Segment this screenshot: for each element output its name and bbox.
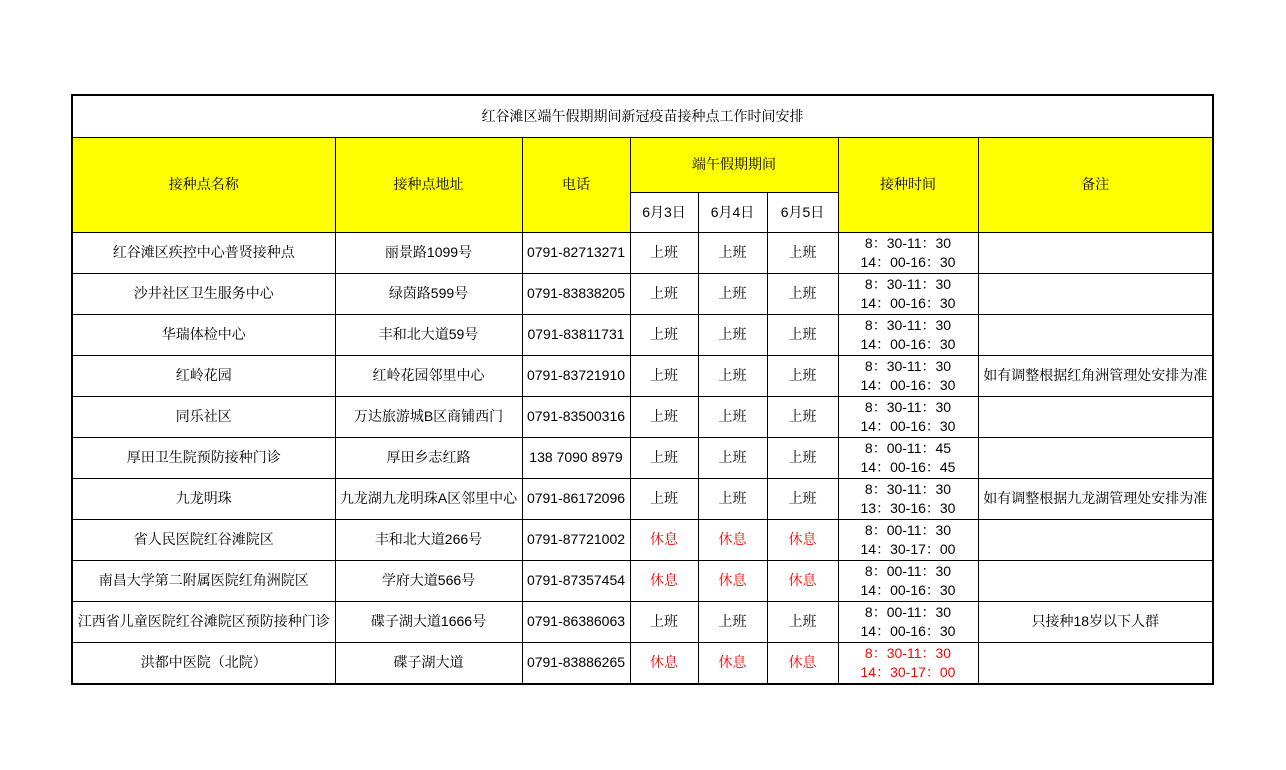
table-title: 红谷滩区端午假期期间新冠疫苗接种点工作时间安排	[72, 95, 1213, 137]
phone-cell: 0791-83721910	[522, 355, 630, 396]
table-row	[72, 314, 1213, 355]
site-name-cell: 江西省儿童医院红谷滩院区预防接种门诊	[72, 601, 335, 642]
status-cell-jun3: 上班	[630, 437, 698, 478]
time-afternoon: 14：00-16：30	[860, 417, 956, 434]
status-cell-jun3: 休息	[630, 560, 698, 601]
phone-cell: 0791-83500316	[522, 396, 630, 437]
time-afternoon: 14：00-16：30	[860, 581, 956, 598]
status-cell-jun4: 上班	[698, 601, 767, 642]
vaccination-time-cell	[838, 396, 978, 437]
remark-cell	[978, 396, 1213, 437]
vaccination-time-cell	[838, 232, 978, 273]
time-morning: 8：00-11：30	[864, 603, 952, 620]
phone-cell: 0791-83838205	[522, 273, 630, 314]
address-cell: 厚田乡志红路	[335, 437, 522, 478]
phone-cell: 0791-87721002	[522, 519, 630, 560]
status-cell-jun3: 上班	[630, 273, 698, 314]
vaccination-time-cell	[838, 560, 978, 601]
site-name-cell: 厚田卫生院预防接种门诊	[72, 437, 335, 478]
remark-cell: 只接种18岁以下人群	[978, 601, 1213, 642]
col-header-site-name: 接种点名称	[72, 137, 335, 232]
status-cell-jun3: 上班	[630, 396, 698, 437]
time-afternoon: 14：30-17：00	[860, 540, 956, 557]
remark-cell	[978, 560, 1213, 601]
status-cell-jun4: 休息	[698, 560, 767, 601]
table-row	[72, 601, 1213, 642]
site-name-cell: 华瑞体检中心	[72, 314, 335, 355]
phone-cell: 0791-83811731	[522, 314, 630, 355]
site-name-cell: 省人民医院红谷滩院区	[72, 519, 335, 560]
title-row	[72, 95, 1213, 137]
status-cell-jun5: 休息	[767, 560, 838, 601]
col-header-jun3: 6月3日	[630, 192, 698, 232]
address-cell: 碟子湖大道1666号	[335, 601, 522, 642]
time-afternoon: 14：00-16：30	[860, 622, 956, 639]
status-cell-jun5: 上班	[767, 478, 838, 519]
time-afternoon: 14：00-16：45	[860, 458, 956, 475]
time-afternoon: 14：00-16：30	[860, 376, 956, 393]
status-cell-jun3: 休息	[630, 519, 698, 560]
col-header-address: 接种点地址	[335, 137, 522, 232]
header-row	[72, 137, 1213, 192]
status-cell-jun5: 上班	[767, 273, 838, 314]
col-header-jun4: 6月4日	[698, 192, 767, 232]
status-cell-jun5: 休息	[767, 642, 838, 684]
col-header-vaccination-time: 接种时间	[838, 137, 978, 232]
status-cell-jun4: 上班	[698, 478, 767, 519]
vaccination-time-cell	[838, 601, 978, 642]
col-header-holiday-period: 端午假期期间	[630, 137, 838, 192]
status-cell-jun4: 上班	[698, 396, 767, 437]
vaccination-time-cell	[838, 355, 978, 396]
address-cell: 碟子湖大道	[335, 642, 522, 684]
status-cell-jun4: 上班	[698, 232, 767, 273]
time-afternoon: 14：00-16：30	[860, 335, 956, 352]
site-name-cell: 同乐社区	[72, 396, 335, 437]
remark-cell	[978, 314, 1213, 355]
vaccination-time-cell	[838, 642, 978, 684]
col-header-remark: 备注	[978, 137, 1213, 232]
time-morning: 8：30-11：30	[864, 480, 952, 497]
status-cell-jun3: 上班	[630, 355, 698, 396]
time-afternoon: 13：30-16：30	[860, 499, 956, 516]
table-row	[72, 642, 1213, 684]
status-cell-jun5: 上班	[767, 314, 838, 355]
status-cell-jun3: 上班	[630, 314, 698, 355]
status-cell-jun5: 上班	[767, 437, 838, 478]
status-cell-jun4: 休息	[698, 642, 767, 684]
table-row	[72, 560, 1213, 601]
status-cell-jun5: 休息	[767, 519, 838, 560]
site-name-cell: 红谷滩区疾控中心普贤接种点	[72, 232, 335, 273]
time-morning: 8：30-11：30	[864, 357, 952, 374]
table-row	[72, 478, 1213, 519]
table-row	[72, 519, 1213, 560]
time-morning: 8：30-11：30	[864, 398, 952, 415]
vaccination-schedule-table	[71, 94, 1214, 685]
time-afternoon: 14：00-16：30	[860, 294, 956, 311]
time-morning: 8：00-11：30	[864, 562, 952, 579]
remark-cell	[978, 642, 1213, 684]
address-cell: 丰和北大道266号	[335, 519, 522, 560]
phone-cell: 0791-83886265	[522, 642, 630, 684]
remark-cell	[978, 273, 1213, 314]
table-row	[72, 232, 1213, 273]
status-cell-jun5: 上班	[767, 232, 838, 273]
remark-cell: 如有调整根据红角洲管理处安排为准	[978, 355, 1213, 396]
vaccination-time-cell	[838, 437, 978, 478]
status-cell-jun4: 上班	[698, 437, 767, 478]
phone-cell: 0791-86172096	[522, 478, 630, 519]
col-header-phone: 电话	[522, 137, 630, 232]
status-cell-jun4: 上班	[698, 273, 767, 314]
time-morning: 8：00-11：30	[864, 521, 952, 538]
phone-cell: 0791-87357454	[522, 560, 630, 601]
time-afternoon: 14：00-16：30	[860, 253, 956, 270]
address-cell: 红岭花园邻里中心	[335, 355, 522, 396]
table-row	[72, 355, 1213, 396]
time-morning: 8：30-11：30	[864, 644, 952, 661]
table-body	[72, 232, 1213, 684]
status-cell-jun4: 上班	[698, 355, 767, 396]
time-morning: 8：00-11：45	[864, 439, 952, 456]
status-cell-jun5: 上班	[767, 396, 838, 437]
phone-cell: 0791-82713271	[522, 232, 630, 273]
status-cell-jun4: 休息	[698, 519, 767, 560]
time-afternoon: 14：30-17：00	[860, 663, 956, 680]
site-name-cell: 南昌大学第二附属医院红角洲院区	[72, 560, 335, 601]
address-cell: 万达旅游城B区商铺西门	[335, 396, 522, 437]
address-cell: 九龙湖九龙明珠A区邻里中心	[335, 478, 522, 519]
remark-cell	[978, 232, 1213, 273]
vaccination-time-cell	[838, 478, 978, 519]
status-cell-jun3: 上班	[630, 232, 698, 273]
site-name-cell: 红岭花园	[72, 355, 335, 396]
address-cell: 学府大道566号	[335, 560, 522, 601]
status-cell-jun5: 上班	[767, 601, 838, 642]
status-cell-jun3: 上班	[630, 478, 698, 519]
status-cell-jun4: 上班	[698, 314, 767, 355]
remark-cell	[978, 519, 1213, 560]
site-name-cell: 九龙明珠	[72, 478, 335, 519]
time-morning: 8：30-11：30	[864, 316, 952, 333]
phone-cell: 138 7090 8979	[522, 437, 630, 478]
address-cell: 丽景路1099号	[335, 232, 522, 273]
address-cell: 绿茵路599号	[335, 273, 522, 314]
status-cell-jun3: 上班	[630, 601, 698, 642]
table-row	[72, 273, 1213, 314]
remark-cell	[978, 437, 1213, 478]
time-morning: 8：30-11：30	[864, 234, 952, 251]
vaccination-time-cell	[838, 273, 978, 314]
address-cell: 丰和北大道59号	[335, 314, 522, 355]
time-morning: 8：30-11：30	[864, 275, 952, 292]
vaccination-time-cell	[838, 314, 978, 355]
remark-cell: 如有调整根据九龙湖管理处安排为准	[978, 478, 1213, 519]
site-name-cell: 沙井社区卫生服务中心	[72, 273, 335, 314]
status-cell-jun5: 上班	[767, 355, 838, 396]
table-row	[72, 396, 1213, 437]
status-cell-jun3: 休息	[630, 642, 698, 684]
site-name-cell: 洪都中医院（北院）	[72, 642, 335, 684]
col-header-jun5: 6月5日	[767, 192, 838, 232]
table-row	[72, 437, 1213, 478]
vaccination-time-cell	[838, 519, 978, 560]
phone-cell: 0791-86386063	[522, 601, 630, 642]
